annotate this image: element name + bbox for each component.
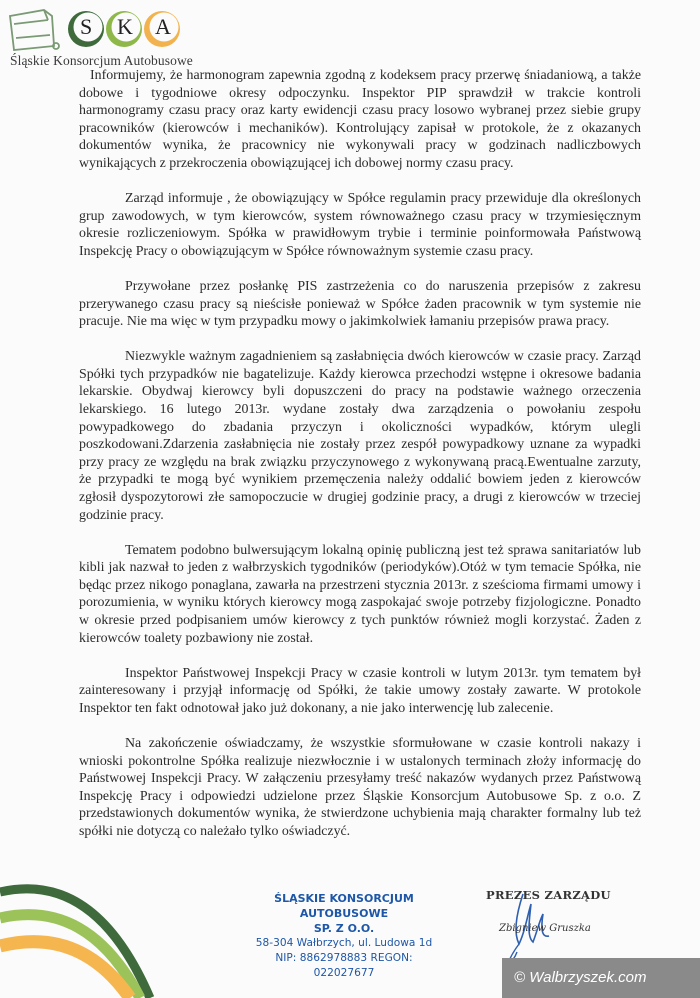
paragraph-conclusion: Na zakończenie oświadczamy, że wszystkie sformułowane w czasie kontroli nakazy i wnioski pokontrolne Spółka realizuje niezwłocznie i w ustalonych terminach złoży informację do Państwowej Inspekcji Pracy. W załączeniu przesyłamy treść nakazów wydanych przez Państwową Inspekcję Pracy i odpowiedzi udzielone przez Śląskie Konsorcjum Autobusowe Sp. z o.o. Z przedstawionych dokumentów wynika, że stwierdzone uchybienia mają charakter formalny lub też spółki nie dotyczą co należało tylko oświadczyć. <box>79 736 641 839</box>
paragraph-work-schedule: Informujemy, że harmonogram zapewnia zgodną z kodeksem pracy przerwę śniadaniową, a także dobowe i tygodniowe okresy odpoczynku. Inspektor PIP sprawdził w trakcie kontroli harmonogramy czasu pracy oraz karty ewidencji czasu pracy losowo wybranej przez siebie grupy pracowników (kierowców i mechaników). Kontrolujący zapisał w protokole, że z okazanych dokumentów wynika, że pracownicy nie wykonywali pracy w godzinach nadliczbowych wynikających z przekroczenia obowiązującej ich dobowej normy czasu pracy. <box>79 68 641 171</box>
signatory-name: Zbigniew Gruszka <box>499 923 591 934</box>
logo-letter-s: S <box>80 14 93 39</box>
logo-caption: Śląskie Konsorcjum Autobusowe <box>10 53 193 68</box>
stamp-company-name: ŚLĄSKIE KONSORCJUM AUTOBUSOWE <box>274 892 414 920</box>
bus-icon <box>10 10 59 50</box>
company-logo <box>4 4 254 68</box>
ska-logo-graphic <box>4 4 204 56</box>
paragraph-interrupted-time: Przywołane przez posłankę PIS zastrzeżenia co do naruszenia przepisów z zakresu przerywanego czasu pracy są nieścisłe ponieważ w Spółce żaden pracownik w tym systemie nie pracuje. Nie ma więc w tym przypadku mowy o jakimkolwiek łamaniu przepisów prawa pracy. <box>79 278 641 330</box>
signature-title: PREZES ZARZĄDU <box>486 888 611 902</box>
letter-body <box>79 67 641 858</box>
logo-letter-k: K <box>117 14 133 39</box>
paragraph-driver-incidents: Niezwykle ważnym zagadnieniem są zasłabnięcia dwóch kierowców w czasie pracy. Zarząd Spółki tych przypadków nie bagatelizuje. Każdy kierowca przechodzi wstępne i okresowe badania lekarskie. Obydwaj kierowcy byli dopuszczeni do pracy na podstawie ważnego orzeczenia lekarskiego. 16 lutego 2013r. wydane zostały dwa zarządzenia o powołaniu zespołu powypadkowego do zbadania przyczyn i okoliczności wypadków, którym ulegli poszkodowani.Zdarzenia zasłabnięcia nie zostały przez zespół powypadkowy uznane za wypadki przy pracy ze względu na brak związku przyczynowego z wykonywaną pracą.Ewentualne zarzuty, że przypadki te mogą być wynikiem przemęczenia należy oddalić bowiem jeden z kierowców zgłosił dyspozytorowi złe samopoczucie w drugiej godzinie pracy, a drugi z kierowców w trzeciej godzinie pracy. <box>79 349 641 523</box>
company-stamp <box>244 891 444 981</box>
stamp-company-form: SP. Z O.O. <box>313 922 375 935</box>
paragraph-sanitary-facilities: Tematem podobno bulwersującym lokalną opinię publiczną jest też sprawa sanitariatów lub kibli jak nazwał to jeden z wałbrzyskich tygodników (periodyków).Otóż w tym temacie Spółka, nie będąc przez nikogo ponaglana, zawarła na przestrzeni stycznia 2013r. z sześcioma firmami umowy i porozumienia, w wyniku których kierowcy mogą zaspokajać swoje potrzeby fizjologiczne. Ponadto w okresie przed podpisaniem umów kierowcy z tych punktów również mogli korzystać. Żaden z kierowców toalety pozbawiony nie został. <box>79 542 641 646</box>
logo-letter-a: A <box>155 14 171 39</box>
paragraph-inspector-info: Inspektor Państwowej Inspekcji Pracy w czasie kontroli w lutym 2013r. tym tematem był zainteresowany i przyjął informację od Spółki, że takie umowy zostały zawarte. W protokole Inspektor ten fakt odnotował jako już dokonany, a nie jako interwencję lub zalecenie. <box>79 665 641 716</box>
stamp-tax-ids: NIP: 8862978883 REGON: 022027677 <box>275 952 413 979</box>
decorative-arcs-icon <box>0 870 170 998</box>
site-watermark: © Walbrzyszek.com <box>502 958 700 998</box>
stamp-address: 58-304 Wałbrzych, ul. Ludowa 1d <box>255 937 433 949</box>
paragraph-work-regulations: Zarząd informuje , że obowiązujący w Spółce regulamin pracy przewiduje dla określonych grup zawodowych, w tym kierowców, system równoważnego czasu pracy w trzymiesięcznym okresie rozliczeniowym. Spółka w prawidłowym trybie i terminie poinformowała Państwową Inspekcję Pracy o obowiązującym w Spółce równoważnym systemie czasu pracy. <box>79 191 641 259</box>
